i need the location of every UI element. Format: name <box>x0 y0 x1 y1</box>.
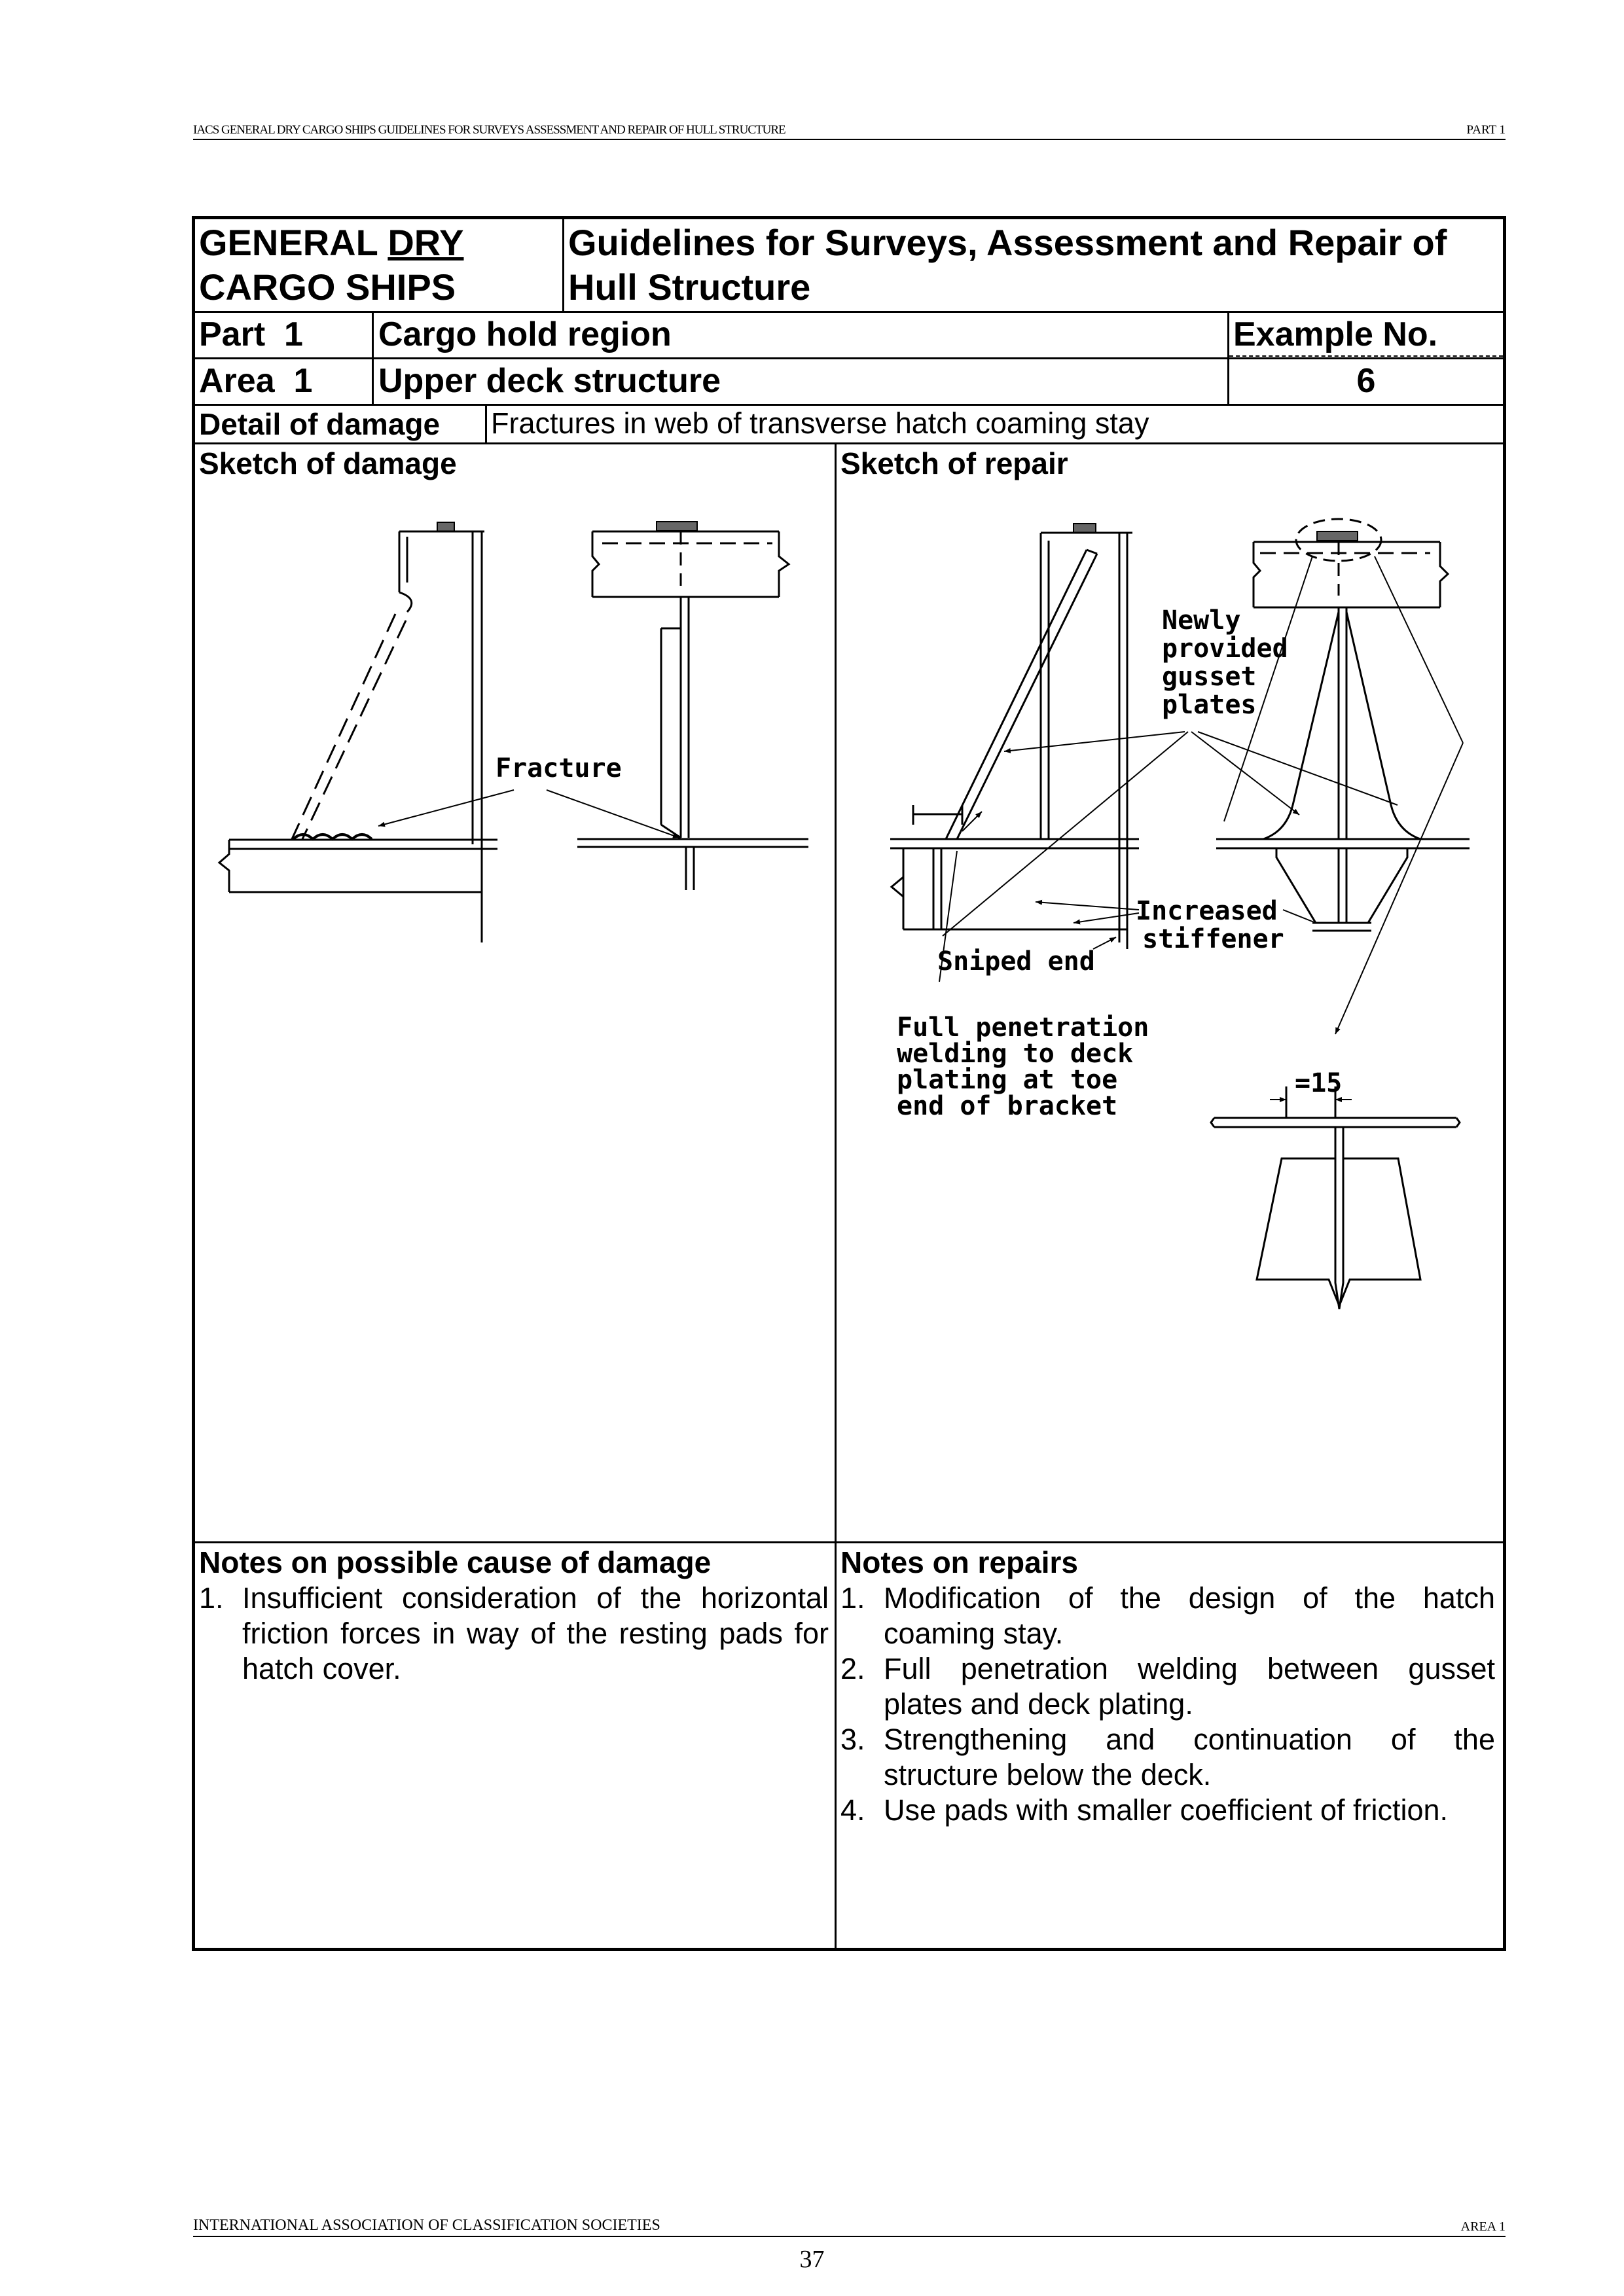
guideline-title-line2: Hull Structure <box>568 266 811 308</box>
item-number: 4. <box>840 1793 865 1827</box>
page-number: 37 <box>799 2246 825 2273</box>
damage-side-view <box>219 522 497 942</box>
header-title: IACS GENERAL DRY CARGO SHIPS GUIDELINES FOR SURVEYS ASSESSMENT AND REPAIR OF HULL STRUCTURE <box>193 123 785 137</box>
gusset-label-line: provided <box>1162 634 1288 664</box>
item-text: Use pads with smaller coefficient of friction. <box>884 1793 1449 1827</box>
sniped-end-label: Sniped end <box>937 946 1095 977</box>
area-label: Area 1 <box>199 362 313 400</box>
weld-label-line: plating at toe <box>897 1065 1118 1095</box>
notes-repair-title: Notes on repairs <box>840 1545 1078 1579</box>
item-text: Modification of the design of the hatch coaming stay. <box>884 1581 1495 1650</box>
item-number: 2. <box>840 1652 865 1685</box>
page-footer <box>193 2219 1506 2237</box>
stiffener-label-line: stiffener <box>1142 924 1284 954</box>
item-text: Full penetration welding between gusset plates and deck plating. <box>884 1652 1495 1721</box>
item-text: Strengthening and continuation of the structure below the deck. <box>884 1723 1495 1791</box>
ship-type-general: GENERAL <box>199 222 388 263</box>
guideline-title-line1: Guidelines for Surveys, Assessment and Repair of <box>568 222 1447 263</box>
damage-front-view <box>577 522 808 890</box>
weld-label-line: Full penetration <box>897 1013 1149 1043</box>
example-number: 6 <box>1356 362 1376 400</box>
detail-label: Detail of damage <box>199 407 441 441</box>
repair-front-view <box>1216 519 1470 931</box>
part-title: Cargo hold region <box>378 315 672 353</box>
repair-side-view <box>890 524 1139 949</box>
item-number: 1. <box>199 1581 224 1615</box>
fracture-label: Fracture <box>496 753 622 783</box>
sketch-repair-label: Sketch of repair <box>840 446 1068 480</box>
sketch-damage-label: Sketch of damage <box>199 446 457 480</box>
ship-type-line2: CARGO SHIPS <box>199 266 456 308</box>
gusset-label-line: gusset <box>1162 662 1257 692</box>
gusset-label-line: Newly <box>1162 605 1241 636</box>
detail-text: Fractures in web of transverse hatch coaming stay <box>491 406 1149 440</box>
stiffener-label-line: Increased <box>1136 896 1278 926</box>
footer-organization: INTERNATIONAL ASSOCIATION OF CLASSIFICATION SOCIETIES <box>193 2217 660 2234</box>
item-number: 1. <box>840 1581 865 1615</box>
part-label: Part 1 <box>199 315 303 353</box>
header-part: PART 1 <box>1466 123 1506 137</box>
weld-detail-view <box>1211 1086 1460 1309</box>
example-label: Example No. <box>1233 315 1438 353</box>
weld-label-line: welding to deck <box>897 1039 1134 1069</box>
footer-area: AREA 1 <box>1460 2219 1506 2234</box>
item-text: Insufficient consideration of the horizontal friction forces in way of the resting pads for hatch cover. <box>242 1581 829 1685</box>
weld-label-line: end of bracket <box>897 1091 1118 1121</box>
area-title: Upper deck structure <box>378 362 721 400</box>
item-number: 3. <box>840 1723 865 1756</box>
notes-cause-title: Notes on possible cause of damage <box>199 1545 712 1579</box>
dimension-label: =15 <box>1295 1068 1343 1098</box>
ship-type-dry: DRY <box>388 222 464 263</box>
gusset-label-line: plates <box>1162 690 1257 720</box>
